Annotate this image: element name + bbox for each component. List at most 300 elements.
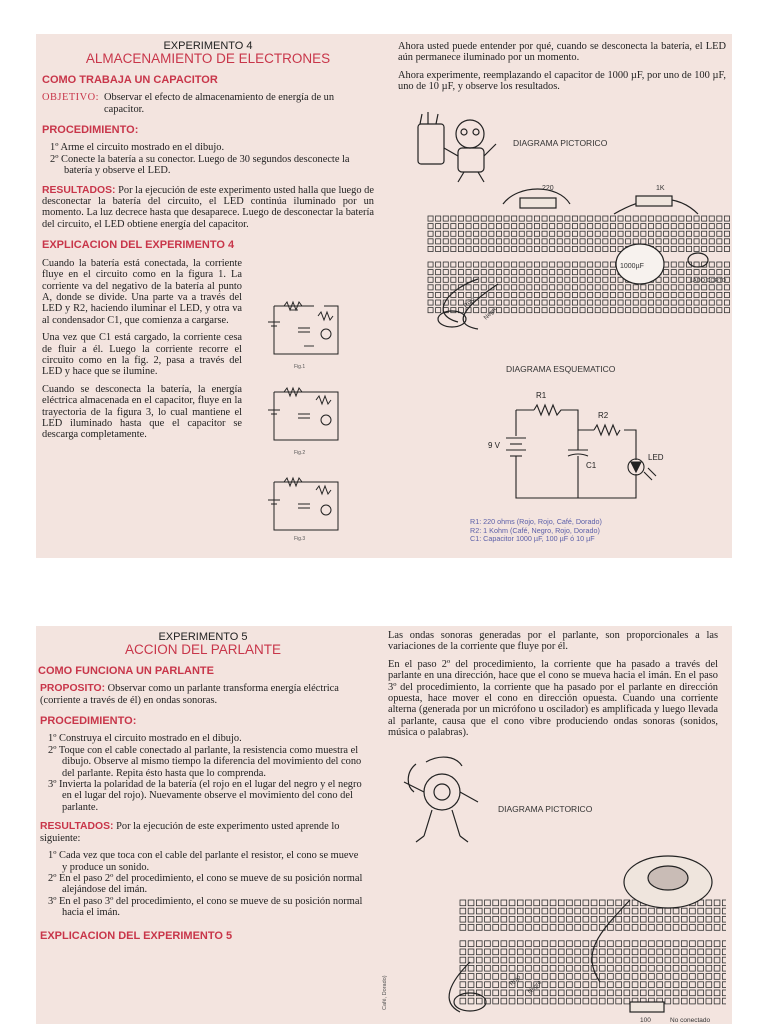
exp4-component-notes xyxy=(470,518,602,544)
breadboard-hole xyxy=(580,285,585,290)
breadboard-hole xyxy=(527,216,532,221)
breadboard-hole xyxy=(664,277,669,282)
breadboard-hole xyxy=(599,908,605,914)
breadboard-hole xyxy=(519,231,524,236)
breadboard-hole xyxy=(679,262,684,267)
breadboard-hole xyxy=(550,925,556,931)
breadboard-hole xyxy=(694,285,699,290)
breadboard-hole xyxy=(618,285,623,290)
exp5-red-wire-label: Rojo xyxy=(509,974,523,988)
breadboard-hole xyxy=(599,916,605,922)
exp5-not-connected-label: No conectado xyxy=(670,1017,711,1024)
breadboard-hole xyxy=(460,900,466,906)
breadboard-hole xyxy=(591,916,597,922)
breadboard-hole xyxy=(626,224,631,229)
breadboard-hole xyxy=(550,224,555,229)
breadboard-hole xyxy=(595,285,600,290)
breadboard-hole xyxy=(664,239,669,244)
breadboard-hole xyxy=(526,925,532,931)
breadboard-hole xyxy=(724,224,729,229)
breadboard-hole xyxy=(698,998,704,1004)
breadboard-hole xyxy=(501,965,507,971)
breadboard-hole xyxy=(694,224,699,229)
exp4-title: ALMACENAMIENTO DE ELECTRONES xyxy=(85,51,331,67)
breadboard-hole xyxy=(657,957,663,963)
breadboard-hole xyxy=(608,949,614,955)
schematic-r1-label: R1 xyxy=(536,391,547,400)
breadboard-hole xyxy=(580,292,585,297)
breadboard-hole xyxy=(534,908,540,914)
breadboard-hole xyxy=(690,925,696,931)
breadboard-hole xyxy=(519,262,524,267)
breadboard-hole xyxy=(496,300,501,305)
breadboard-hole xyxy=(481,216,486,221)
breadboard-hole xyxy=(474,308,479,313)
breadboard-hole xyxy=(476,925,482,931)
breadboard-hole xyxy=(717,285,722,290)
breadboard-hole xyxy=(501,957,507,963)
exp5-purpose-text: Observar como un parlante transforma energía eléctrica (corriente a través de él) en ondas sonoras. xyxy=(40,683,339,706)
breadboard-hole xyxy=(624,982,630,988)
exp4-r1-label: 220 xyxy=(542,185,554,192)
breadboard-hole xyxy=(460,974,466,980)
breadboard-hole xyxy=(575,949,581,955)
breadboard-hole xyxy=(640,941,646,947)
breadboard-hole xyxy=(527,270,532,275)
breadboard-hole xyxy=(603,231,608,236)
breadboard-hole xyxy=(458,231,463,236)
breadboard-hole xyxy=(557,285,562,290)
experiment-4-page xyxy=(36,34,732,558)
breadboard-hole xyxy=(641,308,646,313)
breadboard-hole xyxy=(558,941,564,947)
breadboard-hole xyxy=(632,974,638,980)
breadboard-hole xyxy=(512,216,517,221)
breadboard-hole xyxy=(526,916,532,922)
breadboard-hole xyxy=(428,270,433,275)
breadboard-hole xyxy=(686,216,691,221)
breadboard-hole xyxy=(706,949,712,955)
breadboard-hole xyxy=(517,957,523,963)
breadboard-hole xyxy=(572,300,577,305)
breadboard-hole xyxy=(572,246,577,251)
breadboard-hole xyxy=(580,277,585,282)
breadboard-hole xyxy=(673,941,679,947)
breadboard-hole xyxy=(428,277,433,282)
breadboard-hole xyxy=(633,300,638,305)
breadboard-hole xyxy=(504,246,509,251)
breadboard-hole xyxy=(489,246,494,251)
breadboard-hole xyxy=(709,292,714,297)
breadboard-hole xyxy=(460,982,466,988)
breadboard-hole xyxy=(616,974,622,980)
breadboard-hole xyxy=(709,246,714,251)
breadboard-hole xyxy=(565,216,570,221)
breadboard-hole xyxy=(527,224,532,229)
exp4-fig3-label: Fig.3 xyxy=(294,536,306,542)
breadboard-hole xyxy=(443,239,448,244)
breadboard-hole xyxy=(509,916,515,922)
breadboard-hole xyxy=(501,916,507,922)
breadboard-hole xyxy=(664,308,669,313)
breadboard-hole xyxy=(656,292,661,297)
breadboard-hole xyxy=(595,300,600,305)
exp4-how-heading: COMO TRABAJA UN CAPACITOR xyxy=(42,73,218,86)
breadboard-hole xyxy=(526,957,532,963)
breadboard-hole xyxy=(509,908,515,914)
breadboard-hole xyxy=(512,300,517,305)
breadboard-hole xyxy=(681,949,687,955)
breadboard-hole xyxy=(649,982,655,988)
breadboard-hole xyxy=(557,231,562,236)
breadboard-hole xyxy=(527,292,532,297)
breadboard-hole xyxy=(428,224,433,229)
breadboard-hole xyxy=(591,990,597,996)
breadboard-hole xyxy=(608,900,614,906)
breadboard-hole xyxy=(599,949,605,955)
breadboard-hole xyxy=(519,224,524,229)
breadboard-hole xyxy=(504,270,509,275)
breadboard-hole xyxy=(690,982,696,988)
breadboard-hole xyxy=(714,965,720,971)
breadboard-hole xyxy=(706,998,712,1004)
breadboard-hole xyxy=(436,246,441,251)
breadboard-hole xyxy=(722,925,726,931)
breadboard-hole xyxy=(451,216,456,221)
breadboard-hole xyxy=(485,908,491,914)
breadboard-hole xyxy=(608,974,614,980)
breadboard-hole xyxy=(476,974,482,980)
breadboard-hole xyxy=(557,239,562,244)
breadboard-hole xyxy=(671,277,676,282)
breadboard-hole xyxy=(527,300,532,305)
breadboard-hole xyxy=(624,949,630,955)
breadboard-hole xyxy=(580,246,585,251)
breadboard-hole xyxy=(626,239,631,244)
breadboard-hole xyxy=(595,270,600,275)
breadboard-hole xyxy=(641,239,646,244)
breadboard-hole xyxy=(527,308,532,313)
breadboard-hole xyxy=(534,925,540,931)
breadboard-hole xyxy=(714,925,720,931)
breadboard-hole xyxy=(509,990,515,996)
breadboard-hole xyxy=(640,965,646,971)
breadboard-hole xyxy=(512,277,517,282)
breadboard-hole xyxy=(610,216,615,221)
breadboard-hole xyxy=(649,949,655,955)
breadboard-hole xyxy=(694,300,699,305)
breadboard-hole xyxy=(466,224,471,229)
breadboard-hole xyxy=(706,990,712,996)
breadboard-hole xyxy=(542,916,548,922)
breadboard-hole xyxy=(534,308,539,313)
breadboard-hole xyxy=(466,285,471,290)
breadboard-hole xyxy=(501,925,507,931)
breadboard-hole xyxy=(443,231,448,236)
breadboard-hole xyxy=(671,216,676,221)
breadboard-hole xyxy=(722,900,726,906)
breadboard-hole xyxy=(717,308,722,313)
breadboard-hole xyxy=(722,941,726,947)
breadboard-hole xyxy=(702,270,707,275)
breadboard-hole xyxy=(527,246,532,251)
breadboard-hole xyxy=(618,300,623,305)
breadboard-hole xyxy=(493,900,499,906)
breadboard-hole xyxy=(633,285,638,290)
breadboard-hole xyxy=(542,216,547,221)
breadboard-hole xyxy=(557,270,562,275)
breadboard-hole xyxy=(714,974,720,980)
exp5-results-label: RESULTADOS: xyxy=(40,821,114,833)
breadboard-hole xyxy=(428,239,433,244)
breadboard-hole xyxy=(557,224,562,229)
breadboard-hole xyxy=(501,990,507,996)
breadboard-hole xyxy=(632,982,638,988)
breadboard-hole xyxy=(534,965,540,971)
breadboard-hole xyxy=(534,277,539,282)
breadboard-hole xyxy=(588,300,593,305)
exp4-results-text: Por la ejecución de este experimento usted halla que luego de desconectar la batería del circuito, el LED continúa iluminado por un momento. La luz decrece hasta que desaparece. Luego de desconectar la batería del circuito, el LED obtiene energía del capacitor. xyxy=(42,184,374,230)
breadboard-hole xyxy=(436,270,441,275)
breadboard-hole xyxy=(567,925,573,931)
breadboard-hole xyxy=(451,246,456,251)
breadboard-hole xyxy=(542,300,547,305)
breadboard-hole xyxy=(599,957,605,963)
exp4-breadboard-diagram xyxy=(408,174,730,344)
breadboard-hole xyxy=(608,982,614,988)
breadboard-hole xyxy=(722,990,726,996)
breadboard-hole xyxy=(428,285,433,290)
breadboard-hole xyxy=(550,216,555,221)
breadboard-hole xyxy=(443,270,448,275)
breadboard-hole xyxy=(512,308,517,313)
breadboard-hole xyxy=(489,231,494,236)
breadboard-hole xyxy=(476,982,482,988)
breadboard-hole xyxy=(714,916,720,922)
breadboard-hole xyxy=(493,908,499,914)
breadboard-hole xyxy=(517,965,523,971)
breadboard-hole xyxy=(610,292,615,297)
breadboard-hole xyxy=(458,262,463,267)
breadboard-hole xyxy=(550,957,556,963)
breadboard-hole xyxy=(706,974,712,980)
breadboard-hole xyxy=(632,957,638,963)
breadboard-hole xyxy=(476,900,482,906)
breadboard-hole xyxy=(468,916,474,922)
breadboard-hole xyxy=(610,239,615,244)
breadboard-hole xyxy=(656,300,661,305)
breadboard-hole xyxy=(599,900,605,906)
breadboard-hole xyxy=(565,285,570,290)
breadboard-hole xyxy=(468,949,474,955)
breadboard-hole xyxy=(474,224,479,229)
breadboard-hole xyxy=(436,224,441,229)
breadboard-hole xyxy=(481,246,486,251)
breadboard-hole xyxy=(534,957,540,963)
breadboard-hole xyxy=(603,216,608,221)
breadboard-hole xyxy=(671,292,676,297)
breadboard-hole xyxy=(702,300,707,305)
breadboard-hole xyxy=(603,239,608,244)
breadboard-hole xyxy=(717,270,722,275)
exp4-note: R2: 1 Kohm (Café, Negro, Rojo, Dorado) xyxy=(470,525,600,535)
breadboard-hole xyxy=(632,941,638,947)
breadboard-hole xyxy=(618,231,623,236)
breadboard-hole xyxy=(476,916,482,922)
breadboard-hole xyxy=(460,916,466,922)
breadboard-hole xyxy=(632,916,638,922)
breadboard-hole xyxy=(504,285,509,290)
breadboard-hole xyxy=(501,949,507,955)
breadboard-hole xyxy=(460,998,466,1004)
breadboard-hole xyxy=(610,224,615,229)
breadboard-hole xyxy=(709,231,714,236)
breadboard-hole xyxy=(481,262,486,267)
breadboard-hole xyxy=(527,285,532,290)
breadboard-hole xyxy=(595,277,600,282)
breadboard-hole xyxy=(542,990,548,996)
breadboard-hole xyxy=(673,974,679,980)
breadboard-hole xyxy=(481,300,486,305)
exp4-r2-label: 1K xyxy=(656,185,665,192)
breadboard-hole xyxy=(588,262,593,267)
breadboard-hole xyxy=(681,974,687,980)
breadboard-hole xyxy=(698,965,704,971)
breadboard-hole xyxy=(616,916,622,922)
breadboard-hole xyxy=(665,965,671,971)
breadboard-hole xyxy=(588,277,593,282)
exp4-note: C1: Capacitor 1000 µF, 100 µF ó 10 µF xyxy=(470,534,595,543)
exp5-procedure-heading: PROCEDIMIENTO: xyxy=(40,715,137,728)
breadboard-hole xyxy=(588,285,593,290)
exp5-left-column xyxy=(40,632,366,948)
breadboard-hole xyxy=(534,239,539,244)
breadboard-hole xyxy=(640,990,646,996)
exp5-breadboard-diagram xyxy=(380,842,726,1024)
breadboard-hole xyxy=(474,239,479,244)
breadboard-hole xyxy=(443,216,448,221)
breadboard-hole xyxy=(501,900,507,906)
breadboard-hole xyxy=(496,277,501,282)
breadboard-hole xyxy=(632,925,638,931)
breadboard-hole xyxy=(542,231,547,236)
breadboard-hole xyxy=(428,308,433,313)
breadboard-hole xyxy=(474,292,479,297)
breadboard-hole xyxy=(698,941,704,947)
breadboard-hole xyxy=(476,998,482,1004)
breadboard-hole xyxy=(641,224,646,229)
breadboard-hole xyxy=(681,982,687,988)
breadboard-hole xyxy=(534,262,539,267)
breadboard-hole xyxy=(565,246,570,251)
breadboard-hole xyxy=(714,949,720,955)
breadboard-hole xyxy=(706,965,712,971)
breadboard-hole xyxy=(534,292,539,297)
exp5-explanation-heading: EXPLICACION DEL EXPERIMENTO 5 xyxy=(40,929,233,942)
breadboard-hole xyxy=(575,965,581,971)
breadboard-hole xyxy=(640,949,646,955)
breadboard-hole xyxy=(557,216,562,221)
breadboard-hole xyxy=(542,277,547,282)
breadboard-hole xyxy=(608,957,614,963)
breadboard-hole xyxy=(468,998,474,1004)
breadboard-hole xyxy=(443,292,448,297)
breadboard-hole xyxy=(616,982,622,988)
exp4-explanation-paragraph: Cuando la batería está conectada, la corriente fluye en el circuito como en la figura 1. La corriente va del negativo de la batería al punto A, donde se divide. Una parte va a través del LED y R2, haciendo iluminar el LED, y otra va al condensador C1, que comienza a cargarse. xyxy=(42,257,242,326)
breadboard-hole xyxy=(489,270,494,275)
breadboard-hole xyxy=(493,957,499,963)
breadboard-hole xyxy=(496,216,501,221)
breadboard-hole xyxy=(608,998,614,1004)
schematic-battery-label: 9 V xyxy=(488,441,501,450)
breadboard-hole xyxy=(610,300,615,305)
breadboard-hole xyxy=(648,292,653,297)
breadboard-hole xyxy=(706,900,712,906)
breadboard-hole xyxy=(702,231,707,236)
breadboard-hole xyxy=(633,224,638,229)
breadboard-hole xyxy=(690,908,696,914)
breadboard-hole xyxy=(509,941,515,947)
breadboard-hole xyxy=(558,908,564,914)
breadboard-hole xyxy=(489,216,494,221)
breadboard-hole xyxy=(481,285,486,290)
breadboard-hole xyxy=(468,941,474,947)
breadboard-hole xyxy=(608,908,614,914)
breadboard-hole xyxy=(481,231,486,236)
breadboard-hole xyxy=(466,246,471,251)
breadboard-hole xyxy=(583,941,589,947)
breadboard-hole xyxy=(722,982,726,988)
breadboard-hole xyxy=(665,941,671,947)
breadboard-hole xyxy=(458,216,463,221)
breadboard-hole xyxy=(656,216,661,221)
breadboard-hole xyxy=(671,285,676,290)
breadboard-hole xyxy=(572,285,577,290)
breadboard-hole xyxy=(610,231,615,236)
exp5-step: 1º Construya el circuito mostrado en el dibujo. xyxy=(48,733,242,745)
breadboard-hole xyxy=(572,231,577,236)
exp5-right-paragraph: En el paso 2º del procedimiento, la corriente que ha pasado a través del parlante en una dirección, hace que el cono se mueva hacia el imán. En el paso 3º del procedimiento, la corriente que ha pasado por el parlante en dirección opuesta, hace mover el cono en dirección opuesta. Cuando una corriente alterna (generada por un micrófono u oscilador) es amplificada y luego llevada al parlante, causa que el cono vibre produciendo ondas sonoras (sonidos, música o palabras). xyxy=(388,658,718,739)
breadboard-hole xyxy=(722,957,726,963)
exp4-cap-label: 1000µF xyxy=(620,263,644,270)
breadboard-hole xyxy=(572,262,577,267)
exp4-red-wire-label: Rojo xyxy=(463,296,477,310)
breadboard-hole xyxy=(603,224,608,229)
breadboard-hole xyxy=(476,957,482,963)
breadboard-hole xyxy=(550,974,556,980)
breadboard-hole xyxy=(714,900,720,906)
breadboard-hole xyxy=(640,982,646,988)
breadboard-hole xyxy=(632,965,638,971)
breadboard-hole xyxy=(542,925,548,931)
breadboard-hole xyxy=(443,246,448,251)
breadboard-hole xyxy=(501,941,507,947)
breadboard-hole xyxy=(591,908,597,914)
breadboard-hole xyxy=(673,982,679,988)
breadboard-hole xyxy=(519,246,524,251)
breadboard-hole xyxy=(673,925,679,931)
exp4-explanation xyxy=(42,258,242,441)
breadboard-hole xyxy=(665,998,671,1004)
breadboard-hole xyxy=(517,990,523,996)
breadboard-hole xyxy=(686,231,691,236)
breadboard-hole xyxy=(706,982,712,988)
breadboard-hole xyxy=(496,270,501,275)
breadboard-hole xyxy=(724,246,729,251)
exp4-schematic-label: DIAGRAMA ESQUEMATICO xyxy=(506,364,616,374)
breadboard-hole xyxy=(603,285,608,290)
exp4-small-circuit-figures xyxy=(254,292,354,542)
